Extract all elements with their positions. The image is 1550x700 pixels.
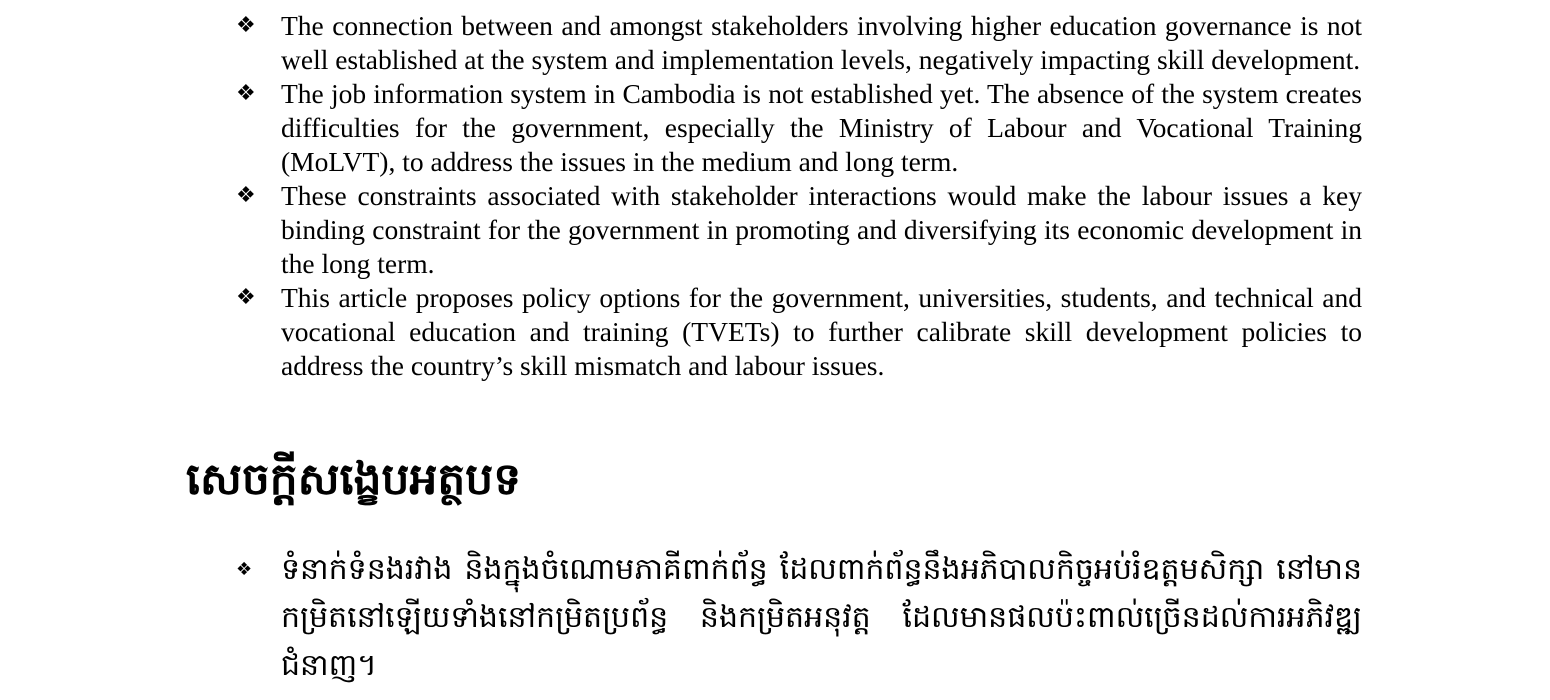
list-item bbox=[236, 179, 1362, 281]
list-item bbox=[236, 281, 1362, 383]
list-item bbox=[236, 9, 1362, 77]
khmer-summary-heading: សេចក្តីសង្ខេបអត្ថបទ bbox=[186, 454, 522, 505]
bullet-text: ទំនាក់ទំនងរវាង និងក្នុងចំណោមភាគីពាក់ព័ន្ធ ដែលពាក់ព័ន្ធនឹងអភិបាលកិច្ចអប់រំឧត្តមសិក្សា នៅមានកម្រិតនៅឡើយទាំងនៅកម្រិតប្រព័ន្ធ និងកម្រិតអនុវត្ត ដែលមានផលប៉ះពាល់ច្រើនដល់ការអភិវឌ្ឍជំនាញ។ bbox=[281, 552, 1362, 683]
bullet-text: The job information system in Cambodia is not established yet. The absence of the system creates difficulties for the government, especially the Ministry of Labour and Vocational Training (MoLVT), to address the issues in the medium and long term. bbox=[281, 78, 1362, 177]
bullet-text: This article proposes policy options for the government, universities, students, and technical and vocational education and training (TVETs) to further calibrate skill development policies to address the country’s skill mismatch and labour issues. bbox=[281, 282, 1362, 381]
english-summary-list bbox=[236, 9, 1362, 383]
khmer-summary-list bbox=[236, 546, 1362, 690]
four-diamond-bullet-icon: ❖ bbox=[236, 81, 256, 106]
four-diamond-bullet-icon: ❖ bbox=[236, 285, 256, 310]
four-diamond-bullet-icon: ❖ bbox=[236, 183, 256, 208]
four-diamond-bullet-icon: ❖ bbox=[236, 13, 256, 38]
bullet-text: The connection between and amongst stakeholders involving higher education governance is not well established at the system and implementation levels, negatively impacting skill development. bbox=[281, 10, 1362, 75]
bullet-text: These constraints associated with stakeholder interactions would make the labour issues a key binding constraint for the government in promoting and diversifying its economic development in the long term. bbox=[281, 180, 1362, 279]
four-diamond-bullet-icon: ❖ bbox=[236, 559, 253, 580]
list-item bbox=[236, 546, 1362, 690]
list-item bbox=[236, 77, 1362, 179]
